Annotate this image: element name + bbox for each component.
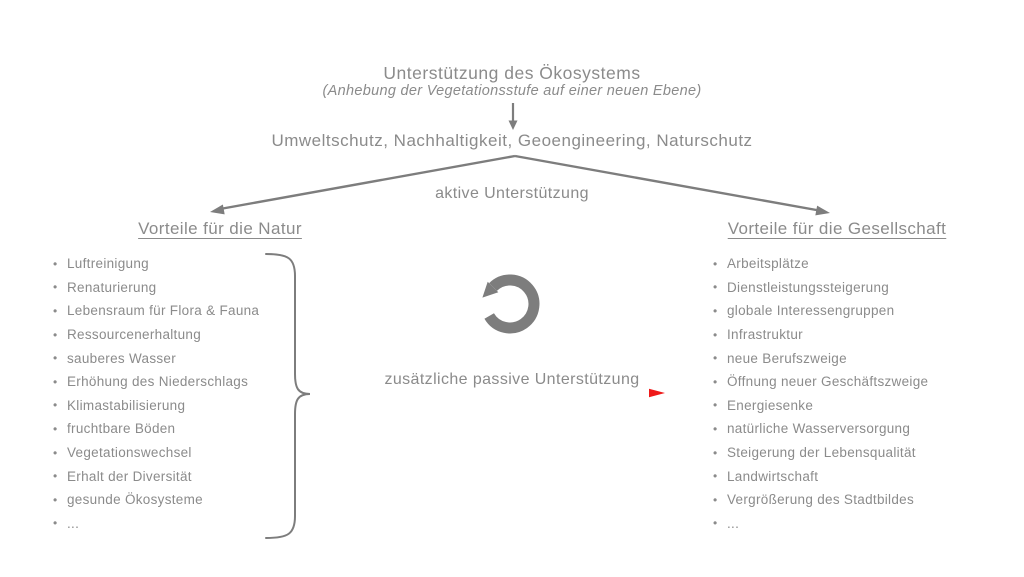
list-item-label: Luftreinigung (67, 256, 149, 272)
bullet-icon: • (53, 280, 58, 295)
diagram-title: Unterstützung des Ökosystems (383, 63, 641, 83)
list-item-label: Renaturierung (67, 279, 157, 295)
list-item (706, 299, 946, 323)
bullet-icon: • (53, 398, 58, 413)
list-item (706, 488, 946, 512)
bullet-icon: • (713, 445, 718, 460)
society-benefits-list (706, 252, 946, 535)
active-support-label: aktive Unterstützung (435, 185, 589, 202)
bullet-icon: • (53, 327, 58, 342)
list-item-label: ... (67, 515, 80, 531)
cycle-arrow-icon (476, 268, 544, 340)
list-item (46, 464, 276, 488)
list-item (46, 394, 276, 418)
list-item-label: Landwirtschaft (727, 468, 819, 484)
list-item-label: sauberes Wasser (67, 350, 177, 366)
list-item-label: Klimastabilisierung (67, 397, 186, 413)
red-arrowhead-icon (649, 389, 665, 397)
list-item (46, 488, 276, 512)
list-item (706, 512, 946, 536)
list-item-label: globale Interessengruppen (727, 303, 895, 319)
list-item-label: Erhalt der Diversität (67, 468, 192, 484)
bullet-icon: • (713, 469, 718, 484)
passive-arrow (300, 384, 672, 402)
list-item (46, 323, 276, 347)
right-arrowhead-icon (815, 206, 831, 218)
list-item (46, 512, 276, 536)
list-item (46, 441, 276, 465)
diagram-subtitle: (Anhebung der Vegetationsstufe auf einer neuen Ebene) (322, 83, 702, 99)
list-item-label: ... (727, 515, 740, 531)
bullet-icon: • (713, 398, 718, 413)
list-item (46, 299, 276, 323)
list-item-label: natürliche Wasserversorgung (727, 421, 911, 437)
bullet-icon: • (53, 256, 58, 271)
list-item (46, 276, 276, 300)
bullet-icon: • (713, 516, 718, 531)
list-item (706, 276, 946, 300)
bullet-icon: • (713, 492, 718, 507)
list-item-label: Vergrößerung des Stadtbildes (727, 492, 915, 508)
left-arrowhead-icon (209, 205, 225, 217)
bullet-icon: • (53, 351, 58, 366)
list-item (706, 417, 946, 441)
bullet-icon: • (713, 351, 718, 366)
bullet-icon: • (53, 516, 58, 531)
list-item-label: Dienstleistungssteigerung (727, 279, 890, 295)
list-item-label: Erhöhung des Niederschlags (67, 374, 249, 390)
bullet-icon: • (713, 421, 718, 436)
heading-benefits-society: Vorteile für die Gesellschaft (727, 219, 947, 238)
bullet-icon: • (713, 256, 718, 271)
list-item (706, 252, 946, 276)
list-item (46, 346, 276, 370)
bullet-icon: • (53, 492, 58, 507)
keywords-line: Umweltschutz, Nachhaltigkeit, Geoengineering, Naturschutz (271, 131, 753, 150)
list-item (46, 417, 276, 441)
list-item (706, 346, 946, 370)
down-arrow-icon (503, 101, 523, 131)
bullet-icon: • (713, 327, 718, 342)
list-item-label: Energiesenke (727, 397, 814, 413)
list-item-label: fruchtbare Böden (67, 421, 176, 437)
list-item-label: Ressourcenerhaltung (67, 327, 202, 343)
list-item (706, 323, 946, 347)
bullet-icon: • (713, 374, 718, 389)
list-item-label: Lebensraum für Flora & Fauna (67, 303, 260, 319)
nature-benefits-list (46, 252, 276, 535)
list-item-label: gesunde Ökosysteme (67, 492, 203, 508)
heading-benefits-nature: Vorteile für die Natur (138, 219, 302, 238)
list-item-label: Steigerung der Lebensqualität (727, 445, 916, 461)
list-item-label: Arbeitsplätze (727, 256, 809, 272)
list-item-label: Vegetationswechsel (67, 445, 192, 461)
bullet-icon: • (53, 374, 58, 389)
bullet-icon: • (53, 445, 58, 460)
list-item-label: Infrastruktur (727, 327, 803, 343)
list-item (706, 464, 946, 488)
bullet-icon: • (53, 421, 58, 436)
list-item (706, 394, 946, 418)
list-item (706, 441, 946, 465)
list-item-label: Öffnung neuer Geschäftszweige (727, 374, 929, 390)
bullet-icon: • (713, 303, 718, 318)
list-item-label: neue Berufszweige (727, 350, 847, 366)
passive-support-label: zusätzliche passive Unterstützung (384, 371, 640, 388)
bullet-icon: • (713, 280, 718, 295)
list-item (46, 252, 276, 276)
bullet-icon: • (53, 303, 58, 318)
bullet-icon: • (53, 469, 58, 484)
